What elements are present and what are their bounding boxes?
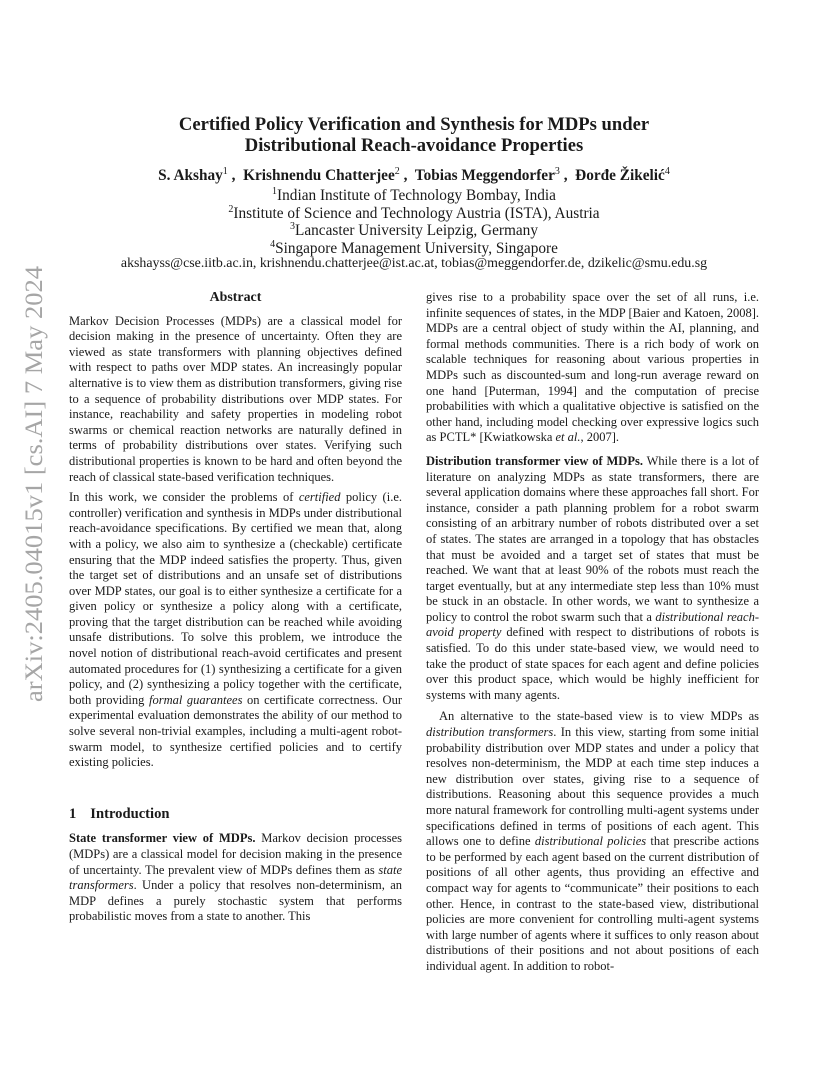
affiliation-mark: 3 xyxy=(290,221,296,232)
affiliation-text: Singapore Management University, Singapore xyxy=(275,240,558,257)
section-heading-introduction xyxy=(69,807,402,823)
left-column xyxy=(69,286,402,925)
affiliation-text: Lancaster University Leipzig, Germany xyxy=(295,222,538,239)
emphasis-state-transformers: state transformers xyxy=(69,862,402,893)
affiliation xyxy=(0,186,828,205)
emphasis-et-al: et al. xyxy=(555,430,581,445)
run-in-heading: Distribution transformer view of MDPs. xyxy=(426,453,643,468)
abstract-paragraph-1: Markov Decision Processes (MDPs) are a classical model for decision making in the presence of uncertainty. Often they are viewed as state transformers with planning objectives defined with respect to paths over MDP states. An increasingly popular alternative is to view them as distribution transformers, giving rise to a sequence of probability distributions over MDP states. For instance, reachability and safety properties in modeling robot swarms or chemical reaction networks are naturally defined in terms of probability distributions over states. Verifying such distributional properties is known to be hard and often beyond the reach of classical state-based verification techniques. xyxy=(69,313,402,484)
abstract-heading: Abstract xyxy=(209,290,262,305)
body-paragraph-distribution-view: Distribution transformer view of MDPs. While there is a lot of literature on analyzing MDPs as state transformers, there are several application domains where these approaches fall short. For instance, consider a path planning problem for a robot swarm consisting of an arbitrary number of robots distributed over a set of states. The states are arranged in a topology that has obstacles that must be avoided and a target set of states that must be reached. We want that at least 90% of the robots must reach the target eventually, but at any intermediate step less than 10% must be stuck in an obstacle. In other words, we want to synthesize a policy to control the robot swarm such that a distributional reach-avoid property defined with respect to distributions of robots is satisfied. To do this under state-based view, we would need to take the product of state spaces for each agent and define policies over this product space, which would be highly inefficient for systems with many agents. xyxy=(426,453,759,702)
affiliation xyxy=(0,221,828,240)
title-line-2: Distributional Reach-avoidance Properties xyxy=(244,135,584,156)
run-in-heading: State transformer view of MDPs. xyxy=(69,831,256,846)
author-emails: akshayss@cse.iitb.ac.in, krishnendu.chatterjee@ist.ac.at, tobias@meggendorfer.de, dzikelic@smu.edu.sg xyxy=(120,256,708,271)
abstract-paragraph-2: In this work, we consider the problems of certified policy (i.e. controller) verification and synthesis in MDPs under distributional reach-avoidance specifications. By certified we mean that, along with a policy, we also aim to synthesize a (checkable) certificate ensuring that the MDP indeed satisfies the property. Thus, given the target set of distributions and an unsafe set of distributions over MDP states, our goal is to either synthesize a certificate for a given policy or synthesize a policy along with a certificate, proving that the target distribution can be reached while avoiding unsafe distributions. To solve this problem, we introduce the novel notion of distributional reach-avoid certificates and present automated procedures for (1) synthesizing a certificate for a given policy, and (2) synthesizing a policy together with the certificate, both providing formal guarantees on certificate correctness. Our experimental evaluation demonstrates the ability of our method to solve several non-trivial examples, including a multi-agent robot-swarm model, to synthesize certified policies and to certify existing policies. xyxy=(69,490,402,770)
affiliation-mark: 1 xyxy=(272,186,278,197)
paper-title xyxy=(0,114,828,156)
arxiv-identifier: arXiv:2405.04015v1 [cs.AI] 7 May 2024 xyxy=(19,282,48,702)
emphasis-certified: certified xyxy=(298,490,341,505)
emphasis-distributional-policies: distributional policies xyxy=(534,834,647,849)
emphasis-formal-guarantees: formal guarantees xyxy=(148,692,243,707)
author-list: S. Akshay$^1$ , Krishnendu Chatterjee$^2$ , Tobias Meggendorfer$^3$ , Đorđe Žikelić$^4$ xyxy=(158,166,670,184)
affiliation-text: Institute of Science and Technology Austria (ISTA), Austria xyxy=(233,205,600,222)
intro-paragraph-1: State transformer view of MDPs. Markov decision processes (MDPs) are a classical model for decision making in the presence of uncertainty. The prevalent view of MDPs defines them as state transformers. Under a policy that resolves non-determinism, an MDP defines a purely stochastic system that performs probabilistic moves from a state to another. This xyxy=(69,831,402,924)
author-name: Krishnendu Chatterjee xyxy=(243,167,395,184)
emphasis-distribution-transformers: distribution transformers xyxy=(426,725,554,740)
author-name: Đorđe Žikelić xyxy=(575,167,665,184)
author-name: Tobias Meggendorfer xyxy=(414,167,555,184)
author-name: S. Akshay xyxy=(158,167,223,184)
arxiv-banner-svg xyxy=(18,264,52,704)
affiliation-mark: 4 xyxy=(270,239,276,250)
affiliation-text: Indian Institute of Technology Bombay, India xyxy=(277,187,556,204)
section-title: Introduction xyxy=(90,805,170,822)
title-line-1: Certified Policy Verification and Synthesis for MDPs under xyxy=(178,114,650,135)
emphasis-reach-avoid: distributional reach-avoid property xyxy=(426,609,759,640)
body-paragraph-continued: gives rise to a probability space over the set of all runs, i.e. infinite sequences of states, in the MDP [Baier and Katoen, 2008]. MDPs are a central object of study within the AI, planning, and formal methods communities. There is a rich body of work on scalable techniques for reasoning about various properties in MDPs such as discounted-sum and long-run average reward on one hand [Puterman, 1994] and the computation of precise probabilities with which a qualitative objective is satisfied on the other hand, including model checking over expressive logics such as PCTL* [Kwiatkowska et al., 2007]. xyxy=(426,290,759,445)
section-number: 1 xyxy=(69,805,77,822)
author-affil-mark: 2 xyxy=(394,166,400,177)
body-paragraph-alternative: An alternative to the state-based view is to view MDPs as distribution transformers. In this view, starting from some initial probability distribution over MDP states and under a policy that resolves non-determinism, the MDP at each time step induces a new distribution over states, giving rise to a sequence of distributions. Reasoning about this sequence provides a much more natural framework for controlling multi-agent systems under specifications defined in terms of positions of each agent. This allows one to define distributional policies that prescribe actions to be performed by each agent based on the current distribution of positions of all other agents, thus providing an effective and compact way for agents to “communicate” their positions to each other. Hence, in contrast to the state-based view, distributional policies are more convenient for controlling multi-agent systems with large number of agents where it suffices to only reason about distributions of their positions and not about positions of each individual agent. In addition to robot- xyxy=(426,709,759,973)
affiliation-mark: 2 xyxy=(228,204,234,215)
arxiv-side-banner xyxy=(18,264,52,704)
author-affil-mark: 4 xyxy=(664,166,670,177)
author-affil-mark: 1 xyxy=(222,166,228,177)
right-column xyxy=(426,290,759,975)
author-affil-mark: 3 xyxy=(554,166,560,177)
